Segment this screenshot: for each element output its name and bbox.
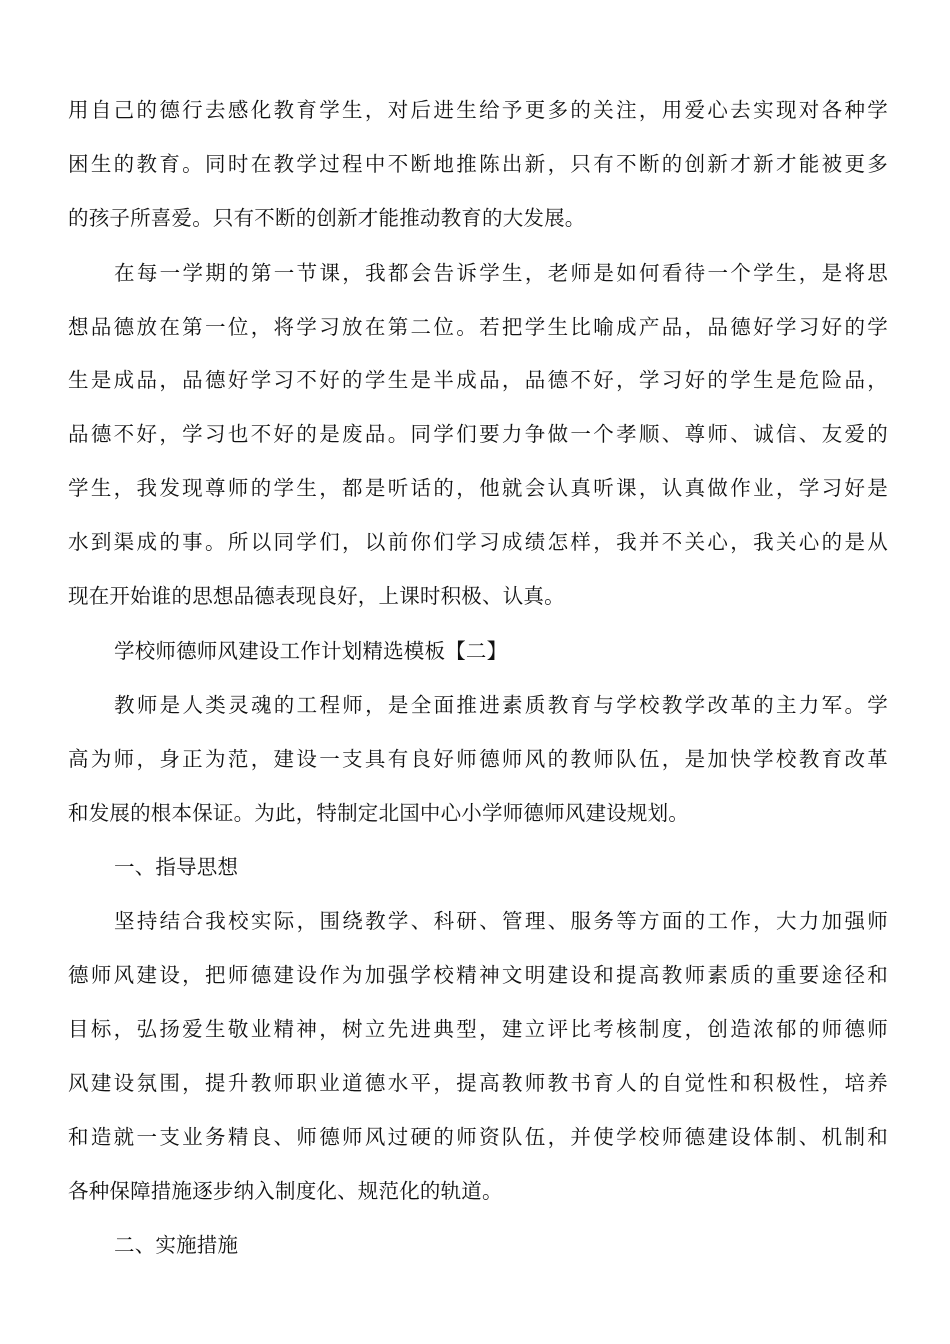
paragraph-line: 各种保障措施逐步纳入制度化、规范化的轨道。 [68,1179,503,1203]
paragraph-line: 困生的教育。同时在教学过程中不断地推陈出新，只有不断的创新才新才能被更多 [68,152,888,176]
section-heading: 二、实施措施 [114,1233,239,1257]
paragraph-line: 目标，弘扬爱生敬业精神，树立先进典型，建立评比考核制度，创造浓郁的师德师 [68,1017,888,1041]
paragraph-line: 学生，我发现尊师的学生，都是听话的，他就会认真听课，认真做作业，学习好是 [68,476,888,500]
paragraph-line: 现在开始谁的思想品德表现良好，上课时积极、认真。 [68,584,565,608]
paragraph-line: 高为师，身正为范，建设一支具有良好师德师风的教师队伍，是加快学校教育改革 [68,747,888,771]
paragraph-line: 品德不好，学习也不好的是废品。同学们要力争做一个孝顺、尊师、诚信、友爱的 [68,422,888,446]
paragraph-line: 在每一学期的第一节课，我都会告诉学生，老师是如何看待一个学生，是将思 [114,261,888,285]
section-heading: 学校师德师风建设工作计划精选模板【二】 [114,639,508,663]
paragraph-line: 用自己的德行去感化教育学生，对后进生给予更多的关注，用爱心去实现对各种学 [68,98,888,122]
paragraph-line: 和发展的根本保证。为此，特制定北国中心小学师德师风建设规划。 [68,801,689,825]
section-heading: 一、指导思想 [114,855,239,879]
paragraph-line: 教师是人类灵魂的工程师，是全面推进素质教育与学校教学改革的主力军。学 [114,693,888,717]
paragraph-line: 德师风建设，把师德建设作为加强学校精神文明建设和提高教师素质的重要途径和 [68,963,888,987]
paragraph-line: 风建设氛围，提升教师职业道德水平，提高教师教书育人的自觉性和积极性，培养 [68,1071,888,1095]
paragraph-line: 和造就一支业务精良、师德师风过硬的师资队伍，并使学校师德建设体制、机制和 [68,1125,888,1149]
paragraph-line: 水到渠成的事。所以同学们，以前你们学习成绩怎样，我并不关心，我关心的是从 [68,530,888,554]
paragraph-line: 的孩子所喜爱。只有不断的创新才能推动教育的大发展。 [68,206,586,230]
paragraph-line: 想品德放在第一位，将学习放在第二位。若把学生比喻成产品，品德好学习好的学 [68,315,888,339]
paragraph-line: 坚持结合我校实际，围绕教学、科研、管理、服务等方面的工作，大力加强师 [114,909,888,933]
paragraph-line: 生是成品，品德好学习不好的学生是半成品，品德不好，学习好的学生是危险品， [68,368,888,392]
